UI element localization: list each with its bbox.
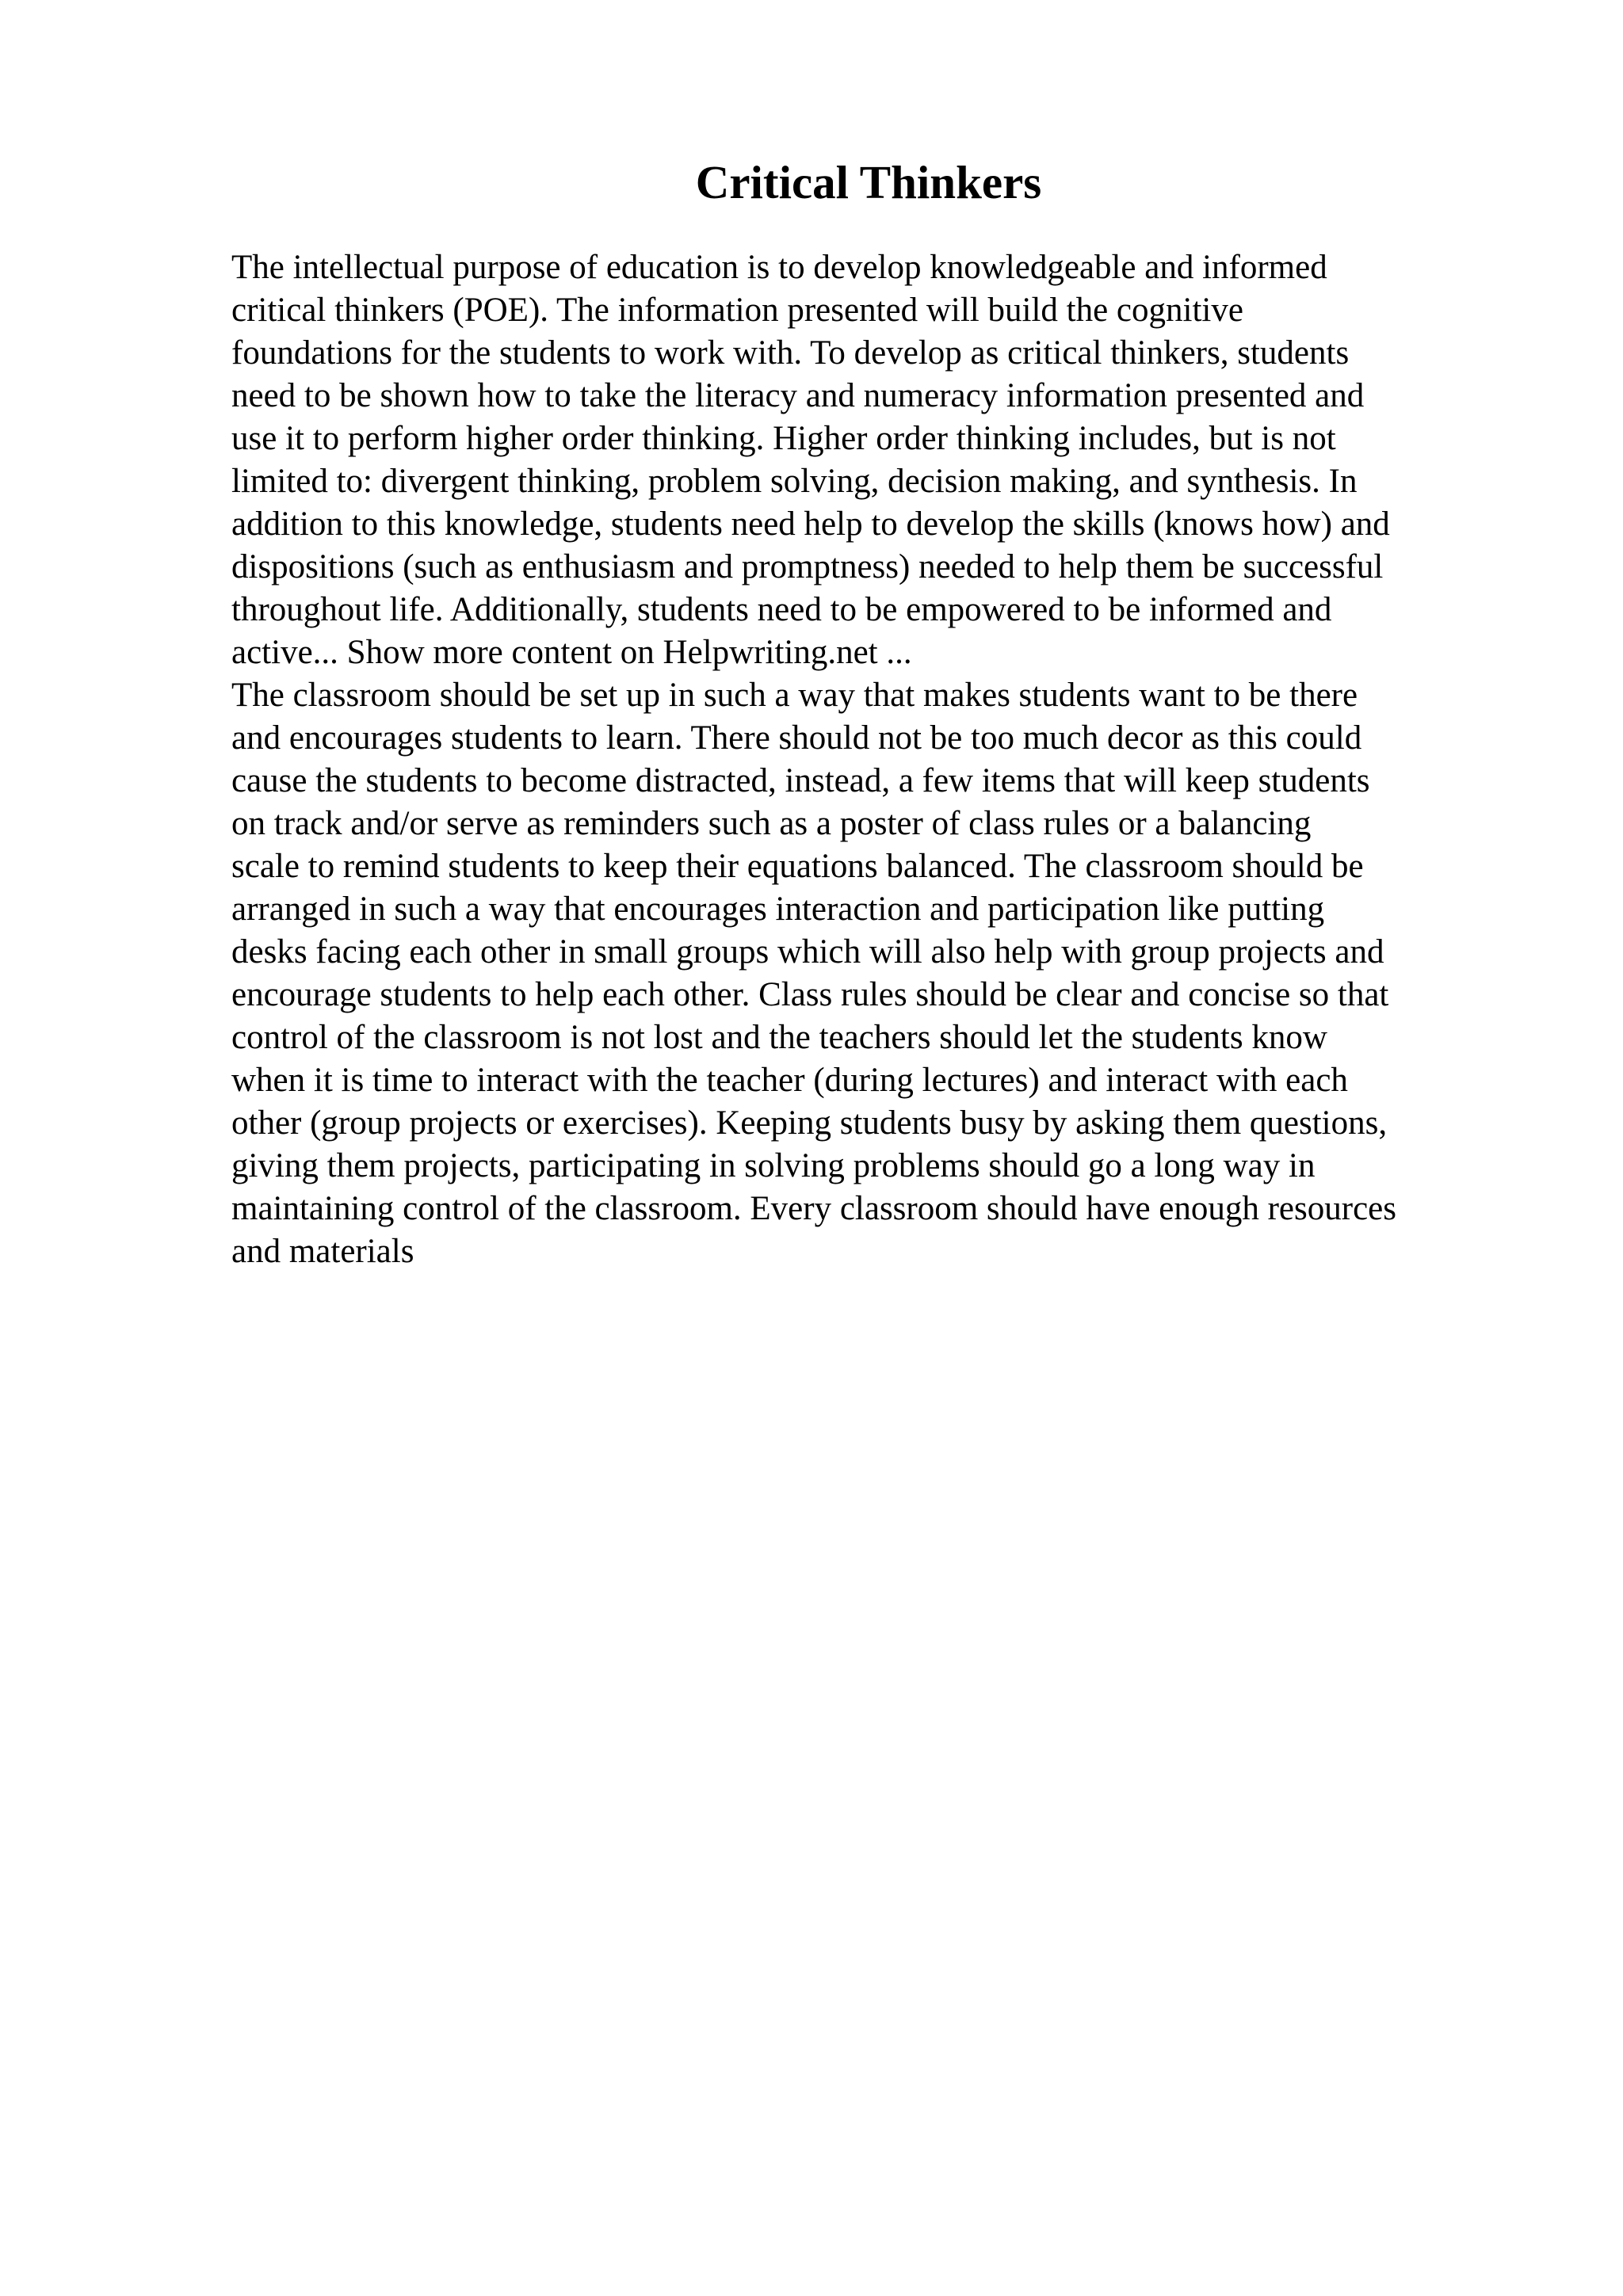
document-title: Critical Thinkers <box>695 156 1042 208</box>
text-line: control of the classroom is not lost and the teachers should let the students know <box>231 1019 1327 1056</box>
text-line: maintaining control of the classroom. Every classroom should have enough resources <box>231 1190 1396 1227</box>
text-line: and materials <box>231 1233 414 1270</box>
text-line: foundations for the students to work with. To develop as critical thinkers, students <box>231 334 1350 372</box>
text-line: The intellectual purpose of education is to develop knowledgeable and informed <box>231 249 1327 286</box>
text-line: arranged in such a way that encourages interaction and participation like putting <box>231 891 1325 928</box>
text-line: dispositions (such as enthusiasm and promptness) needed to help them be successful <box>231 548 1384 585</box>
text-line: giving them projects, participating in solving problems should go a long way in <box>231 1147 1316 1184</box>
text-line: encourage students to help each other. Class rules should be clear and concise so that <box>231 976 1389 1013</box>
text-line: scale to remind students to keep their equations balanced. The classroom should be <box>231 848 1364 885</box>
text-line: addition to this knowledge, students need help to develop the skills (knows how) and <box>231 505 1390 543</box>
text-line: use it to perform higher order thinking. Higher order thinking includes, but is not <box>231 420 1336 457</box>
paragraph-classroom-setup <box>231 674 1499 1273</box>
text-line: active... Show more content on Helpwriting.net ... <box>231 634 912 671</box>
text-line: on track and/or serve as reminders such as a poster of class rules or a balancing <box>231 805 1312 842</box>
text-line: critical thinkers (POE). The information presented will build the cognitive <box>231 292 1243 329</box>
document-body <box>231 246 1499 1273</box>
text-line: The classroom should be set up in such a way that makes students want to be there <box>231 677 1358 714</box>
text-line: other (group projects or exercises). Keeping students busy by asking them questions, <box>231 1104 1388 1142</box>
text-line: desks facing each other in small groups which will also help with group projects and <box>231 933 1384 971</box>
paragraph-education-purpose <box>231 246 1499 674</box>
text-line: limited to: divergent thinking, problem solving, decision making, and synthesis. In <box>231 463 1358 500</box>
text-line: throughout life. Additionally, students need to be empowered to be informed and <box>231 591 1332 628</box>
text-line: need to be shown how to take the literacy and numeracy information presented and <box>231 377 1365 414</box>
text-line: when it is time to interact with the teacher (during lectures) and interact with each <box>231 1062 1348 1099</box>
text-line: and encourages students to learn. There should not be too much decor as this could <box>231 719 1362 757</box>
text-line: cause the students to become distracted, instead, a few items that will keep students <box>231 762 1370 799</box>
